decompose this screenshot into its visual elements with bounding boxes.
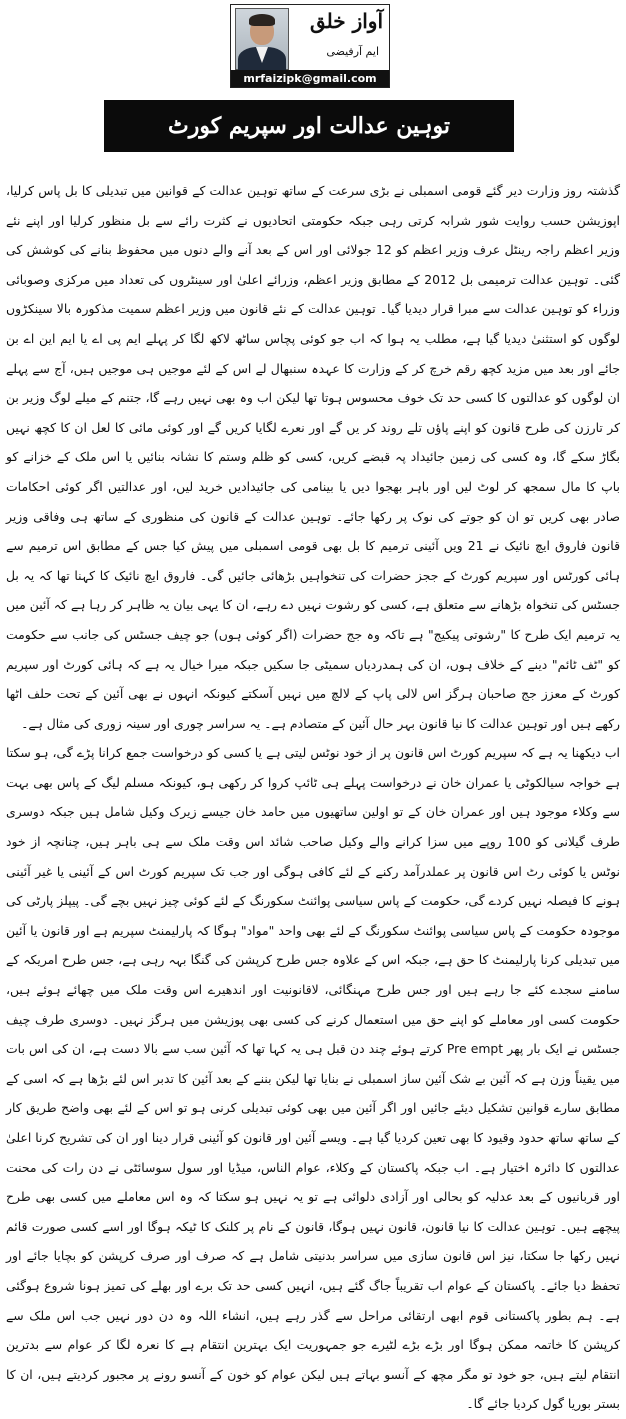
headline: توہین عدالت اور سپریم کورٹ bbox=[168, 113, 451, 139]
author-photo-hair bbox=[249, 14, 275, 26]
article-paragraph: اب دیکھنا یہ ہے کہ سپریم کورٹ اس قانون پر از خود نوٹس لیتی ہے یا کسی کو درخواست جمع کرانا پڑے گی، ہو سکتا ہے خواجہ سیالکوٹی یا عمران خان نے درخواست پہلے ہی ٹائپ کروا کر رکھی ہو، کیونکہ مسلم لیگ کے پاس بھی بہت سے وکلاء موجود ہیں اور عمران خان کے تو اولین ساتھیوں میں حامد خان جیسے زیرک وکیل شامل ہیں جبکہ دوسری طرف گیلانی کو 100 روپے میں سزا کرانے والے وکیل صاحب شائد اس وقت ملک سے ہی باہر ہیں، چنانچہ از خود نوٹس یا کوئی رٹ اس قانون پر عملدرآمد رکنے کے لئے کافی ہوگی اور جب تک سپریم کورٹ اس کے آئینی یا غیر آئینی ہونے کا فیصلہ نہیں کردے گی، حکومت کے پاس سیاسی پوائنٹ سکورنگ کے لئے کوئی چیز نہیں بچے گی۔ پیپلز پارٹی کی موجودہ حکومت کے پاس سیاسی پوائنٹ سکورنگ کے لئے بھی واحد "مواد" ہوگا کہ پارلیمنٹ سپریم ہے اور قانون یا آئین میں تبدیلی کرنا پارلیمنٹ کا حق ہے، جبکہ اس کے علاوہ جس طرح کرپشن کی گنگا بہہ رہی ہے، جس طرح امریکہ کے سامنے سجدے کئے جا رہے ہیں اور جس طرح مہنگائی، لاقانونیت اور اندھیرے اس وقت ملک میں چھائے ہوئے ہیں، حکومت کسی اور معاملے کو اپنے حق میں استعمال کرنے کی کسی بھی پوزیشن میں ہرگز نہیں۔ دوسری طرف چیف جسٹس نے ایک بار پھر Pre empt کرتے ہوئے چند دن قبل ہی یہ کہا تھا کہ آئین سب سے بالا دست ہے، ان کی اس بات میں یقیناً وزن ہے کہ آئین بے شک آئین ساز اسمبلی نے بنایا تھا لیکن بننے کے بعد آئین کا تدبر اس لئے بڑھا ہے کہ اسی کے مطابق سارے قوانین تشکیل دیئے جائیں اور اگر آئین میں بھی کوئی تبدیلی کرنی ہو تو اس کے لئے بھی واضح طریق کار کے ساتھ ساتھ حدود وقیود کا بھی تعین کردیا گیا ہے۔ ویسے آئین اور قانون کو آئینی قرار دینا اور ان کی تشریح کرنا اعلیٰ عدالتوں کا دائرہ اختیار ہے۔ اب جبکہ پاکستان کے وکلاء، عوام الناس، میڈیا اور سول سوسائٹی نے دن رات کی محنت اور قربانیوں کے بعد عدلیہ کو بحالی اور آزادی دلوائی ہے تو یہ نہیں ہو سکتا کہ وہ اس معاملے میں کسی بھی طرح پیچھے ہیں۔ توہین عدالت کا نیا قانون، قانون نہیں ہوگا، قانون کے نام پر کلنک کا ٹیکہ ہوگا اور اسے کسی صورت قائم نہیں رکھا جا سکتا، نیز اس قانون سازی میں سراسر بدنیتی شامل ہے کہ صرف اور صرف کرپشن کو بچایا جائے اور تحفظ دیا جائے۔ پاکستان کے عوام اب تقریباً جاگ گئے ہیں، انہیں کسی حد تک برے اور بھلے کی تمیز ہونا شروع ہوگئی ہے۔ ہم بطور پاکستانی قوم ابھی ارتقائی مراحل سے گذر رہے ہیں، انشاء اللہ وہ دن دور نہیں جب اس ملک سے کرپشن کا خاتمہ ممکن ہوگا اور بڑے بڑے لٹیرے جو جمہوریت ایک بہترین انتقام ہے کا نعرہ لگا کر عوام سے بدترین انتقام لیتے ہیں، جو خود تو مگر مچھ کے آنسو بہاتے ہیں لیکن عوام کو خون کے آنسو رونے پر مجبور کردیتے ہیں، ان کا بستر بوریا گول کردیا جائے گا۔ bbox=[6, 745, 620, 1412]
author-photo bbox=[235, 8, 289, 70]
author-email: mrfaizipk@gmail.com bbox=[231, 70, 389, 87]
column-title: آواز خلق bbox=[309, 9, 383, 33]
headline-banner bbox=[104, 100, 514, 152]
column-header bbox=[230, 4, 390, 88]
article-paragraph: گذشتہ روز وزارت دیر گئے قومی اسمبلی نے بڑی سرعت کے ساتھ توہین عدالت کے قوانین میں تبدیلی کا بل پاس کرلیا، اپوزیشن حسب روایت شور شرابہ کرتی رہی جبکہ حکومتی اتحادیوں نے کثرت رائے سے بل منظور کرلیا اور اپنے نئے وزیر اعظم راجہ رینٹل عرف وزیر اعظم کو 12 جولائی اور اس کے بعد آنے والے دنوں میں محفوظ بنانے کی کوشش کی گئی۔ توہین عدالت ترمیمی بل 2012 کے مطابق وزیر اعظم، وزرائے اعلیٰ اور سینٹروں کی تعداد میں مرکزی وصوبائی وزراء کو توہین عدالت سے مبرا قرار دیدیا گیا۔ توہین عدالت کے نئے قانون میں وزیر اعظم سمیت مذکورہ بالا سینکڑوں لوگوں کو استثنیٰ دیدیا گیا ہے، مطلب یہ ہوا کہ اب جو کوئی پچاس ساٹھ لاکھ لگا کر پہلے ایم پی اے یا ایم این اے بن جائے اور بعد میں مزید کچھ رقم خرچ کر کے وزارت کا عہدہ سنبھال لے اس کے لئے موجیں ہی موجیں ہیں، آج سے پہلے ان لوگوں کو عدالتوں کا کسی حد تک خوف محسوس ہوتا تھا لیکن اب وہ بھی نہیں رہے گا، جتنم کے میلے لوگ وزیر بن کر تارزن کی طرح قانون کو اپنے پاؤں تلے روند کر یں گے اور نعرے لگایا کریں گے اور کوئی مائی کا لعل ان کا کچھ نہیں بگاڑ سکے گا، وہ کسی کی زمین جائیداد پہ قبضے کریں، کسی کو ظلم وستم کا نشانہ بنائیں یا اس ملک کے خزانے کو باپ کا مال سمجھ کر لوٹ لیں اور باہر بھجوا دیں یا بینامی کی جائیدادیں خرید لیں، اور عدالتیں اگر کوئی احکامات صادر بھی کریں تو ان کو جوتے کی نوک پر رکھا جائے۔ توہین عدالت کے قانون کی منظوری کے ساتھ ہی وفاقی وزیر قانون فاروق ایچ نائیک نے 21 ویں آئینی ترمیم کا بل بھی قومی اسمبلی میں پیش کیا جس کے مطابق اس ترمیم سے ہائی کورٹس اور سپریم کورٹ کے ججز حضرات کی تنخواہیں بڑھائی جائیں گی۔ فاروق ایچ نائیک کا کہنا تھا کہ یہ بل جسٹس کی تنخواہ بڑھانے سے متعلق ہے، کسی کو رشوت نہیں دے رہے، ان کا یہی بیان یہ ظاہر کر رہا ہے کہ آئین میں یہ ترمیم ایک طرح کا "رشوتی پیکیج" ہے تاکہ وہ جج حضرات (اگر کوئی ہوں) جو چیف جسٹس کی جانب سے حکومت کو "ٹف ٹائم" دینے کے خلاف ہوں، ان کی ہمدردیاں سمیٹی جا سکیں جبکہ میرا خیال یہ ہے کہ ہائی کورٹ اور سپریم کورٹ کے معزز جج صاحبان ہرگز اس لالی پاپ کے لالچ میں نہیں آسکتے کیونکہ انہوں نے بھی آئین کے تحت حلف اٹھا رکھے ہیں اور توہین عدالت کا نیا قانون بہر حال آئین کے متصادم ہے۔ یہ سراسر چوری اور سینہ زوری کی مثال ہے۔ bbox=[6, 183, 620, 731]
author-name: ایم آرفیضی bbox=[326, 45, 379, 58]
article-body bbox=[6, 176, 620, 1419]
